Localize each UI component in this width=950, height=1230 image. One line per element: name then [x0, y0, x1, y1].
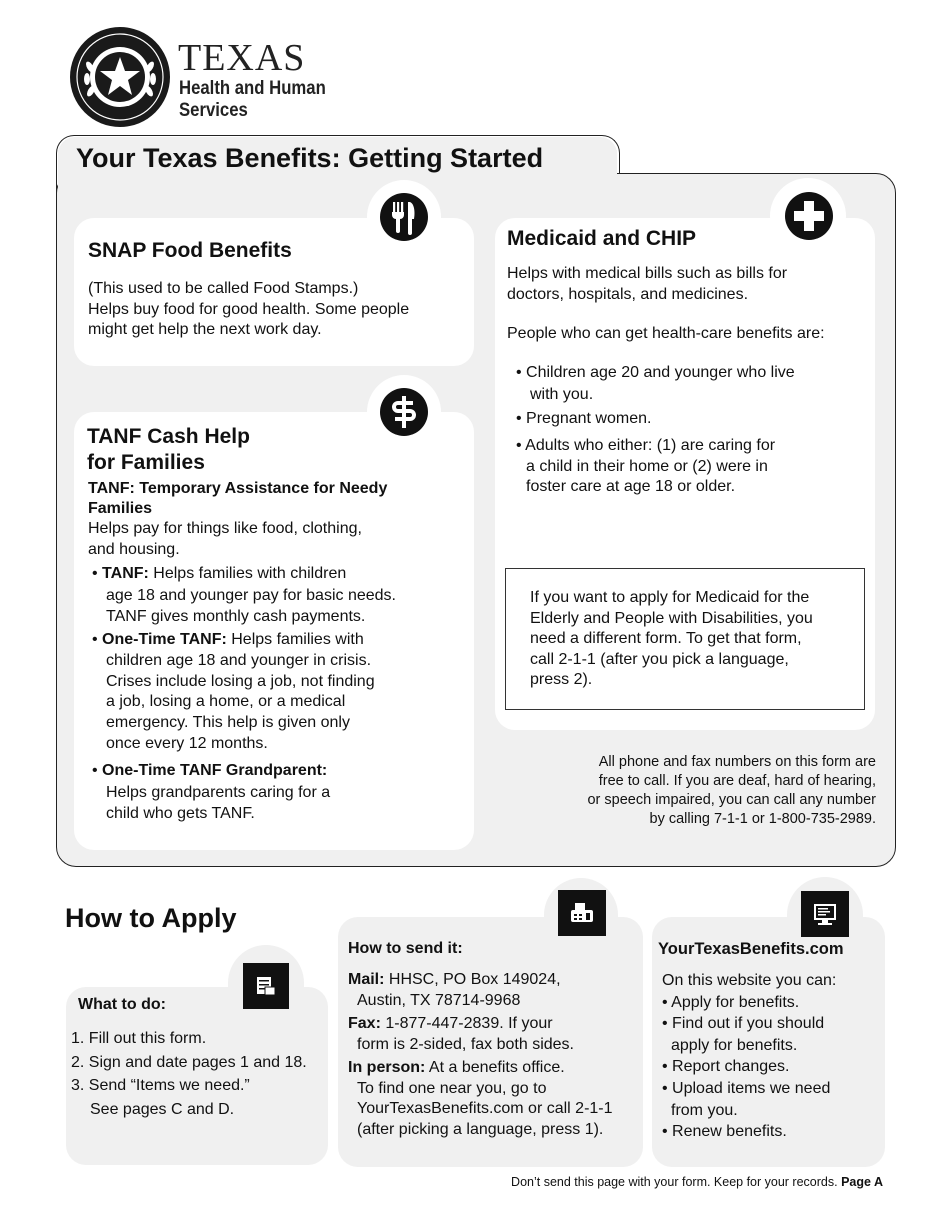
medicaid-title: Medicaid and CHIP	[507, 227, 697, 250]
phone-note: All phone and fax numbers on this form are free to call. If you are deaf, hard of hearing, or speech impaired, you can call any number by calling 7-1-1 or 1-800-735-2989.	[587, 754, 876, 827]
how-to-send-title: How to send it:	[348, 940, 463, 957]
tanf-intro: Helps pay for things like food, clothing, and housing.	[88, 520, 362, 558]
fork-knife-icon	[380, 193, 428, 241]
what-to-do-steps: 1. Fill out this form. 2. Sign and date pages 1 and 18. 3. Send “Items we need.” See pages C and D.	[71, 1030, 307, 1118]
page-number: Page A	[841, 1175, 883, 1189]
snap-title: SNAP Food Benefits	[88, 239, 292, 262]
medical-cross-icon	[785, 192, 833, 240]
website-features: On this website you can: • Apply for benefits. • Find out if you should apply for benefits. • Report changes. • Upload items we need from you. • Renew benefits.	[662, 972, 837, 1141]
medicaid-bullet-pregnant: • Pregnant women.	[516, 410, 652, 427]
page-title: Your Texas Benefits: Getting Started	[76, 143, 544, 173]
fax-machine-icon	[558, 890, 606, 936]
tanf-subtitle: TANF: Temporary Assistance for Needy Families	[88, 480, 388, 517]
tanf-bullet-grandparent: • One-Time TANF Grandparent: Helps grandparents caring for a child who gets TANF.	[92, 762, 331, 822]
website-title: YourTexasBenefits.com	[658, 940, 844, 958]
what-to-do-title: What to do:	[78, 996, 166, 1013]
medicaid-bullet-children: • Children age 20 and younger who live with you.	[516, 364, 795, 403]
how-to-apply-title: How to Apply	[65, 903, 237, 933]
tanf-title: TANF Cash Help for Families	[87, 425, 250, 474]
medicaid-intro: Helps with medical bills such as bills for doctors, hospitals, and medicines.	[507, 265, 788, 303]
tanf-bullet-tanf: • TANF: Helps families with children age 18 and younger pay for basic needs. TANF gives monthly cash payments.	[92, 565, 396, 625]
tanf-bullet-one-time: • One-Time TANF: Helps families with children age 18 and younger in crisis. Crises include losing a job, not finding a job, losing a home, or a medical emergency. This help is given only once every 12 months.	[92, 631, 375, 752]
form-document-icon	[243, 963, 289, 1009]
how-to-send-methods: Mail: HHSC, PO Box 149024, Austin, TX 78714-9968 Fax: 1-877-447-2839. If your form is 2-sided, fax both sides. In person: At a benefits office. To find one near you, go to YourTexasBenefits.com or call 2-1-1 (after picking a language, press 1).	[348, 971, 613, 1138]
dollar-icon	[380, 388, 428, 436]
star-seal-icon	[70, 27, 170, 127]
agency-name: TEXAS	[178, 37, 306, 79]
computer-monitor-icon	[801, 891, 849, 937]
medicaid-who: People who can get health-care benefits are:	[507, 325, 825, 342]
snap-description: (This used to be called Food Stamps.) Helps buy food for good health. Some people might get help the next work day.	[88, 280, 410, 338]
notice-text: If you want to apply for Medicaid for the Elderly and People with Disabilities, you need a different form. To get that form, call 2-1-1 (after you pick a language, press 2).	[530, 589, 813, 688]
agency-subname: Health and Human Services	[179, 78, 326, 121]
medicaid-bullet-adults: • Adults who either: (1) are caring for a child in their home or (2) were in foster care at age 18 or older.	[516, 437, 776, 495]
page-footer: Don’t send this page with your form. Keep for your records. Page A	[511, 1175, 883, 1189]
